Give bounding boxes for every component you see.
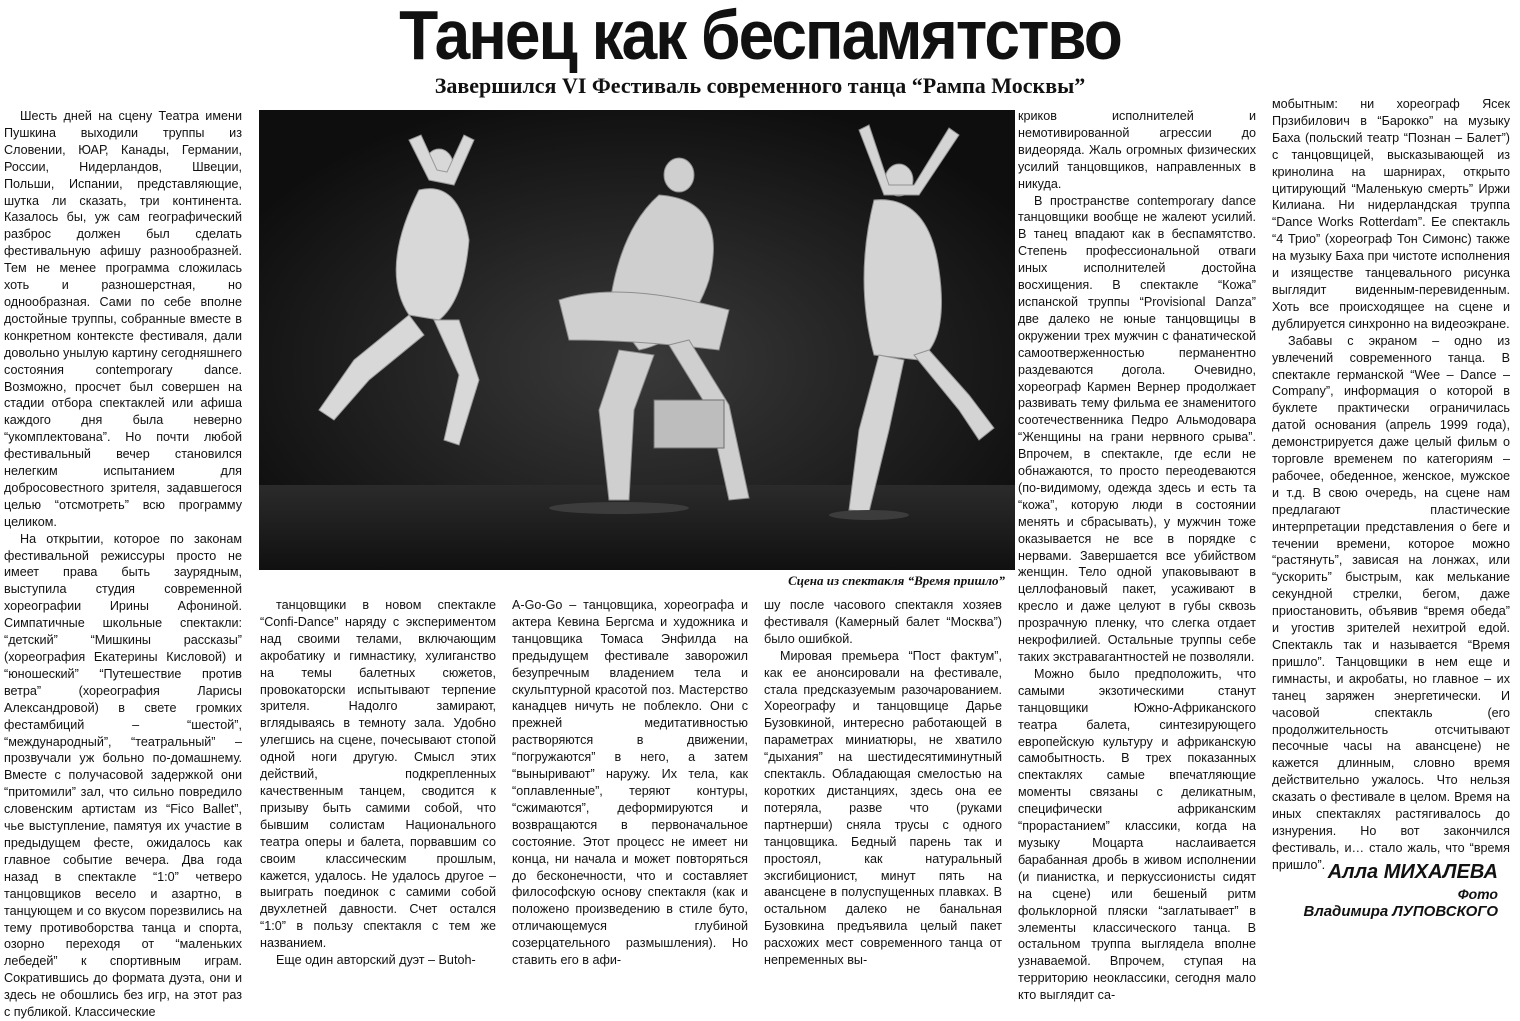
stage-photo bbox=[259, 110, 1015, 570]
paragraph: мобытным: ни хореограф Ясек Прзибилович в “Барокко” на музыку Баха (польский театр “Познан – Балет”) с танцовщицей, высказывающей из кринолина на шарнирах, открыто цитирующий “Маленькую смерть” Иржи Килиана. Ни нидерландская труппа “Dance Works Rotterdam”. Ее спектакль “4 Трио” (хореограф Тон Симонс) также на музыку Баха при чистоте исполнения и изяществе танцевального рисунка выглядит виденным-перевиденным. Хоть все происходящее на сцене и дублируется синхронно на видеоэкране. bbox=[1272, 97, 1510, 331]
paragraph: криков исполнителей и немотивированной агрессии до видеоряда. Жаль огромных физических усилий танцовщиков, направленных в никуда. bbox=[1018, 109, 1256, 191]
photographer-name: Владимира ЛУПОВСКОГО bbox=[1303, 903, 1498, 920]
column-1 bbox=[4, 108, 242, 1020]
paragraph: Мировая премьера “Пост фактум”, как ее анонсировали на фестивале, стала предсказуемым разочарованием. Хореографу и танцовщице Дарье Бузовкиной, интересно работающей в параметрах миниатюры, не хватило “дыхания” на шестидесятиминутный спектакль. Обладающая смелостью на коротких дистанциях, здесь она ее потеряла, разве что (руками партнерши) сняла трусы с одного танцовщика. Бедный парень так и простоял, как натуральный эксгибиционист, минут пять на авансцене в полуспущенных плавках. В остальном далеко не банальная Бузовкина предъявила целый пакет расхожих мест современного танца от непременных вы- bbox=[764, 648, 1002, 968]
photo-caption: Сцена из спектакля “Время пришло” bbox=[788, 573, 1005, 588]
paragraph: A-Go-Go – танцовщика, хореографа и актера Кевина Бергсма и художника и танцовщика Томаса Энфилда на предыдущем фестивале заворожил безупречным владением тела и скульптурной красотой поз. Мастерство канадцев ничуть не поблекло. Они с прежней медитативностью растворяются в движении, “погружаются” в него, а затем “выныривают” наружу. Их тела, как “оплавленные”, теряют контуры, “сжимаются”, деформируются и возвращаются в первоначальное состояние. Этот процесс не имеет ни конца, ни начала и может повторяться до бесконечности, что и составляет философскую основу спектакля (как и положено произведению в стиле буто, отличающемуся глубиной созерцательного размышления). Но ставить его в афи- bbox=[512, 598, 748, 968]
paragraph: На открытии, которое по законам фестивальной режиссуры просто не имеет права быть заурядным, выступила студия современной хореографии Ирины Афониной. Симпатичные школьные спектакли: “детский” “Мишкины рассказы” (хореография Екатерины Кисловой) и “юношеский” “Путешествие против ветра” (хореография Ларисы Александровой) в свете громких фестамбиций – “шестой”, “международный”, “театральный” – прозвучали уж больно по-домашнему. Вместе с получасовой задержкой они “притомили” зал, что сильно повредило словенским артистам из “Fico Ballet”, чье выступление, памятуя их участие в предыдущем фесте, ожидалось как главное событие вечера. Два года назад в спектакле “1:0” четверо танцовщиков весело и азартно, в танцующем и со вкусом порезвились на тему противоборства танца и спорта, озорно переходя от “маленьких лебедей” к спортивным играм. Сократившись до формата дуэта, они и здесь не обошлись без игр, на этот раз с публикой. Классические bbox=[4, 531, 242, 1020]
article-subtitle: Завершился VI Фестиваль современного танца “Рампа Москвы” bbox=[434, 73, 1086, 98]
paragraph: В пространстве contemporary dance танцовщики вообще не жалеют усилий. В танец впадают как в беспамятство. Степень профессиональной отваги иных исполнителей достойна восхищения. В спектакле “Кожа” испанской труппы “Provisional Danza” две далеко не юные танцовщицы в окружении трех мужчин с фанатической самоотверженностью перманентно раздеваются догола. Очевидно, хореограф Кармен Вернер продолжает развивать тему фильма ее знаменитого соотечественника Педро Альмодовара “Женщины на грани нервного срыва”. Впрочем, в спектакле, где если не обнажаются, то просто переодеваются (по-видимому, одежда здесь и есть та “кожа”, которую люди в состоянии менять и сбрасывать), у мужчин тоже оказывается не все в порядке с нервами. Завершается все убийством женщин. Тело одной упаковывают в целлофановый пакет, усаживают в кресло и даже целуют в губы сквозь прозрачную пленку, что слегка отдает некрофилией. Остальные труппы себе таких экстравагантностей не позволяли. bbox=[1018, 193, 1256, 664]
column-5 bbox=[1018, 108, 1256, 1003]
paragraph: Можно было предположить, что самыми экзотическими станут танцовщики Южно-Африканского театра балета, синтезирующего европейскую культуру и африканскую самобытность. В трех показанных спектаклях самые впечатляющие моменты связаны с деликатным, специфически африканским “прорастанием” классики, когда на музыку Моцарта наслаивается барабанная дробь в живом исполнении (и пианистка, и перкуссионисты сидят на сцене) или бешеный ритм фольклорной пляски “заглатывает” в элементы классического танца. В остальном труппа выглядела вполне узнаваемой. Впрочем, ступая на территорию неоклассики, сегодня мало кто выглядит са- bbox=[1018, 666, 1256, 1003]
paragraph: Шесть дней на сцену Театра имени Пушкина выходили труппы из Словении, ЮАР, Канады, Германии, России, Нидерландов, Швеции, Польши, Испании, представляющие, шутка ли сказать, три континента. Казалось бы, уж сам географический разброс должен был сделать фестивальную афишу разнообразней. Тем не менее программа сложилась хоть и разношерстная, но однообразная. Сами по себе вполне достойные труппы, собранные вместе в конкретном контексте фестиваля, дали довольно унылую картину сегодняшнего состояния contemporary dance. Возможно, просчет был совершен на стадии отбора спектаклей или афиша каждого дня была неверно “укомплектована”. Но почти любой фестивальный вечер становился нелегким испытанием для добросовестного зрителя, задавшегося целью “отсмотреть” всю программу целиком. bbox=[4, 109, 242, 529]
article-title: Танец как беспамятство bbox=[399, 0, 1121, 74]
paragraph: Забавы с экраном – одно из увлечений современного танца. В спектакле германской “Wee – Dance – Company”, информация о которой в буклете практически ограничилась датой основания (апрель 1999 года), демонстрируется даже целый фильм о торговле временем по категориям – рабочее, обеденное, женское, мужское и т.д. В свою очередь, на сцене нам предлагают пластические интерпретации представления о беге и течении времени, которое можно “растянуть”, зависая на лонжах, или “ускорить” быстрым, как мелькание секундной стрелки, бегом, даже приостановить, объявив “время обеда” и угостив зрителей нехитрой едой. Спектакль так и называется “Время пришло”. Танцовщики в нем еще и гимнасты, и акробаты, но главное – их танец заряжен энергетически. И часовой спектакль (его продолжительность отсчитывают песочные часы на авансцене) не кажется длинным, словно время действительно ужалось. Что нельзя сказать о фестивале в целом. Время на иных спектаклях растягивалось до изнурения. Но вот закончился фестиваль, и… стало жаль, что “время пришло”. bbox=[1272, 333, 1510, 872]
dancers-illustration bbox=[259, 110, 1015, 570]
column-4 bbox=[764, 597, 1002, 968]
author-name: Алла МИХАЛЕВА bbox=[1327, 861, 1498, 883]
column-2 bbox=[260, 597, 496, 968]
paragraph: танцовщики в новом спектакле “Confi-Dance” наряду с экспериментом над своими телами, включающим акробатику и гимнастику, хулиганство на темы балетных сюжетов, провокаторски испытывают терпение зрителя. Надолго замирают, вглядываясь в темноту зала. Удобно улегшись на сцене, почесывают стопой одной ноги другую. Смысл этих действий, подкрепленных качественным танцем, сводится к призыву быть самими собой, что бывшим солистам Национального театра оперы и балета, порвавшим со своим классическим прошлым, кажется, удалось. Не удалось другое – выиграть поединок с самими собой двухлетней давности. Счет остался “1:0” в пользу спектакля с тем же названием. bbox=[260, 598, 496, 951]
paragraph: Еще один авторский дуэт – Butoh- bbox=[276, 953, 476, 968]
paragraph: шу после часового спектакля хозяев фестиваля (Камерный балет “Москва”) было ошибкой. bbox=[764, 598, 1002, 646]
column-3 bbox=[512, 597, 748, 968]
photo-credit-label: Фото bbox=[1457, 886, 1498, 902]
